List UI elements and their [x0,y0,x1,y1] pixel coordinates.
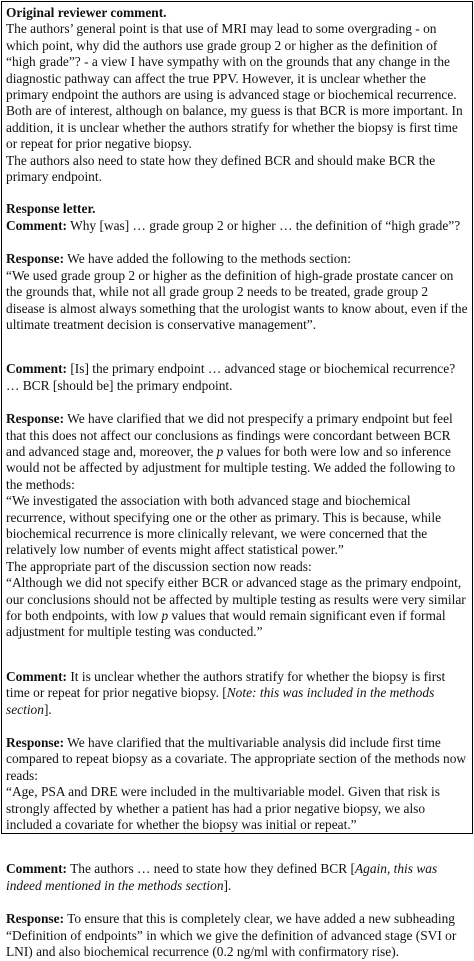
response-3: Response: We have clarified that the multivariable analysis did include first time compared to repeat biopsy as a covariate. The appropriate section of the methods now reads: [6,735,467,783]
response-4: Response: To ensure that this is completely clear, we have added a new subheading “Definition of endpoints” in which we give the definition of advanced stage (SVI or LNI) and also biochemical recurrence (0.2 ng/ml with confirmatory rise). [6,911,457,960]
response-label: Response: [6,411,65,427]
comment-label: Comment: [6,217,67,233]
comment-label: Comment: [6,861,67,877]
original-comment-text: The authors’ general point is that use of MRI may lead to some overgrading - on which point, why did the authors use grade group 2 or higher as the definition of “high grade”? - a view I have sympathy with on the grounds that any change in the diagnostic pathway can affect the true PPV. However, it is unclear whether the primary endpoint the authors are using is advanced stage or biochemical recurrence. Both are of interest, although on balance, my guess is that BCR is more important. In addition, it is unclear whether the authors stratify for whether the biopsy is first time or repeat for prior negative biopsy. [6,21,463,152]
response-2-quote-2: “Although we did not specify either BCR or advanced stage as the primary endpoint, our conclusions should not be affected by multiple testing as results were very similar for both endpoints, with low p values that would remain significant even if formal adjustment for multiple testing was conducted.” [6,575,466,640]
response-2-quote-1: “We investigated the association with both advanced stage and biochemical recurrence, without specifying one or the other as primary. This is because, while biochemical recurrence is more clinically relevant, we were concerned that the relatively low number of events might affect statistical power.” [6,493,442,558]
comment-1: Comment: Why [was] … grade group 2 or higher … the definition of “high grade”? [6,217,461,233]
comment-3: Comment: It is unclear whether the authors stratify for whether the biopsy is first time or repeat for prior negative biopsy. [Note: this was included in the methods section]. [6,668,446,717]
editor-note: Note: this was included in the methods section [6,685,435,717]
response-2: Response: We have clarified that we did not prespecify a primary endpoint but feel that this does not affect our conclusions as findings were concordant between BCR and advanced stage and, moreover, the p values for both were low and so inference would not be affected by adjustment for multiple testing. We added the following to the methods: [6,411,456,492]
original-comment-text-2: The authors also need to state how they defined BCR and should make BCR the primary endpoint. [6,152,436,185]
comment-label: Comment: [6,361,67,377]
response-label: Response: [6,735,65,751]
response-1-quote: “We used grade group 2 or higher as the definition of high-grade prostate cancer on the grounds that, while not all grade group 2 needs to be treated, grade group 2 disease is almost always something that the urologist wants to know about, even if the ultimate treatment decision is conservative management”. [6,267,468,332]
response-1: Response: We have added the following to the methods section: [6,251,351,267]
document-page [1,1,473,960]
response-3-quote: “Age, PSA and DRE were included in the multivariable model. Given that risk is strongly affected by whether a patient has had a prior negative biopsy, we also included a covariate for whether the biopsy was initial or repeat.” [6,784,440,833]
response-2-middle: The appropriate part of the discussion section now reads: [6,558,312,574]
editor-note: Again, this was indeed mentioned in the methods section [6,861,438,893]
original-comment-heading: Original reviewer comment. [6,5,167,20]
response-label: Response: [6,911,65,927]
comment-4: Comment: The authors … need to state how they defined BCR [Again, this was indeed mentioned in the methods section]. [6,861,438,893]
comment-label: Comment: [6,668,67,684]
response-letter-heading: Response letter. [6,201,96,217]
response-label: Response: [6,251,65,267]
comment-2: Comment: [Is] the primary endpoint … advanced stage or biochemical recurrence? … BCR [should be] the primary endpoint. [6,361,456,393]
